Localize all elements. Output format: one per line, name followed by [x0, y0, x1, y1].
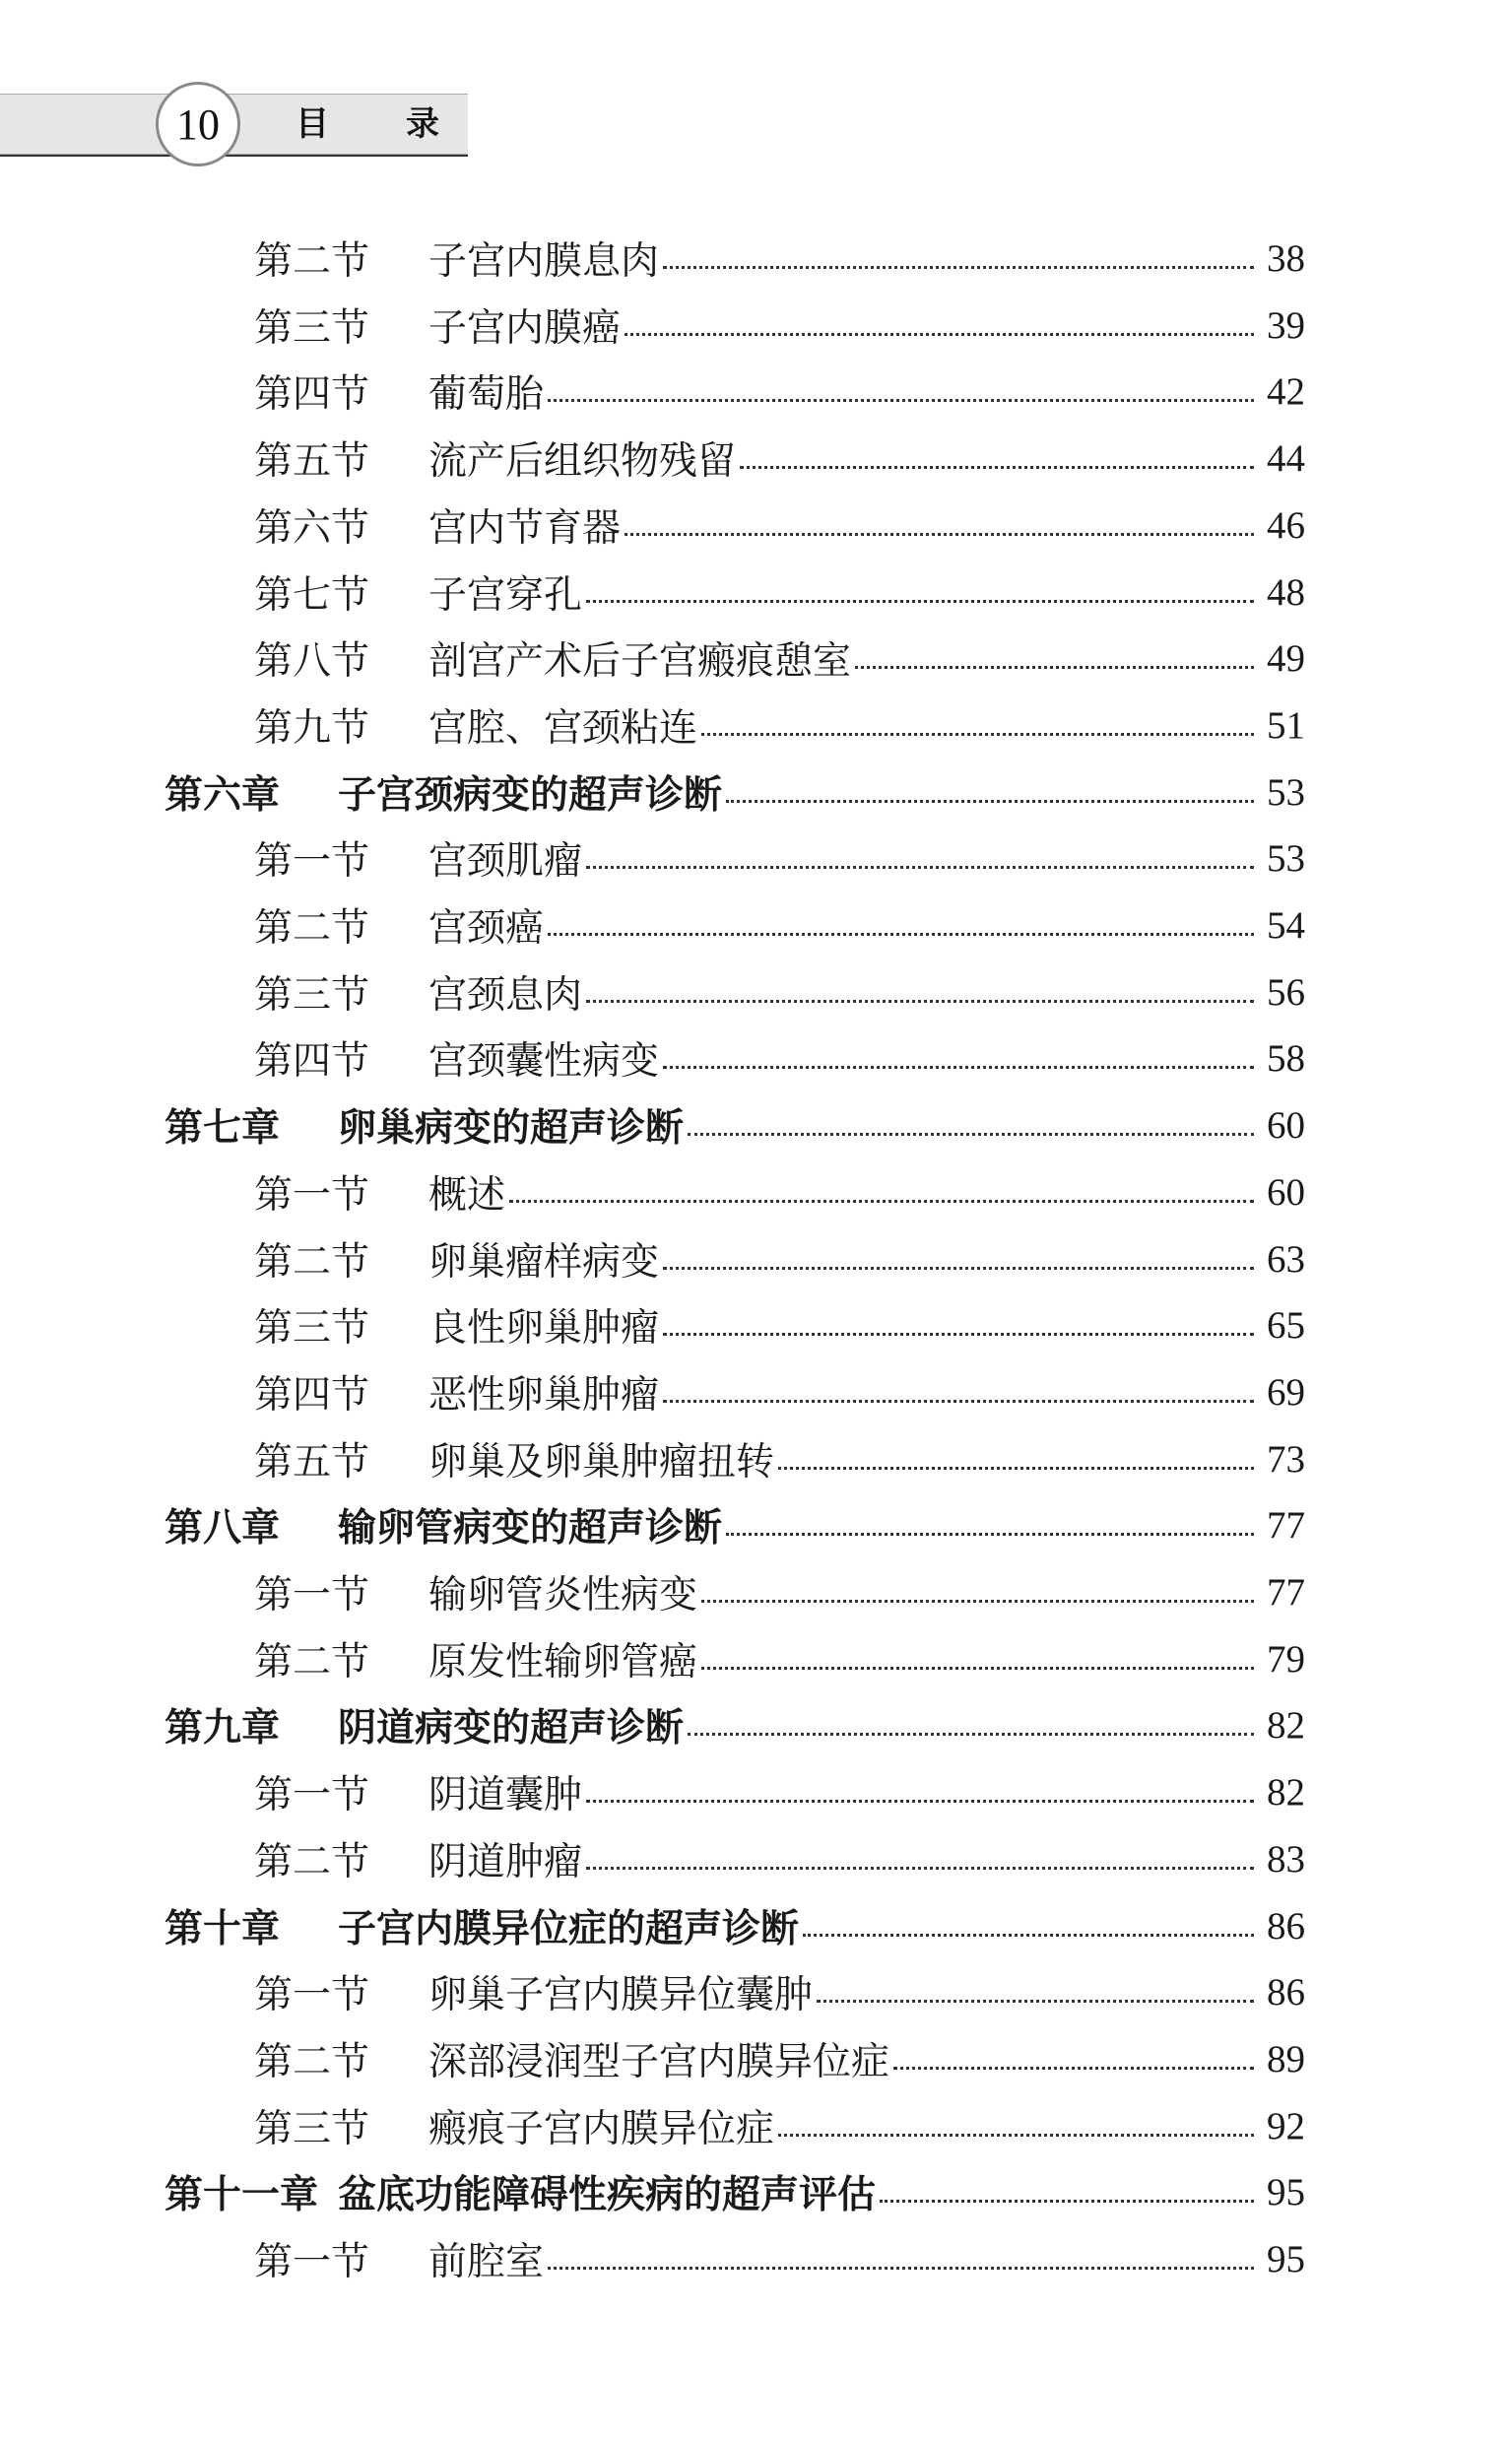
toc-entry-title: 葡萄胎	[428, 372, 545, 417]
dot-leader	[726, 800, 1254, 803]
toc-entry-label: 第二节	[254, 239, 370, 284]
toc-section-entry[interactable]	[0, 362, 1512, 421]
toc-entry-label: 第一节	[254, 1173, 370, 1218]
toc-entry-title: 阴道病变的超声诊断	[338, 1706, 685, 1750]
dot-leader	[663, 1400, 1254, 1403]
toc-section-entry[interactable]	[0, 828, 1512, 888]
toc-entry-label: 第七节	[254, 573, 370, 618]
toc-entry-title: 输卵管病变的超声诊断	[338, 1506, 723, 1551]
toc-entry-page: 48	[1267, 570, 1305, 614]
toc-section-entry[interactable]	[0, 2029, 1512, 2088]
toc-entry-label: 第六章	[164, 773, 281, 818]
toc-entry-page: 60	[1267, 1103, 1305, 1147]
toc-entry-label: 第四节	[254, 1039, 370, 1084]
toc-section-entry[interactable]	[0, 2096, 1512, 2155]
toc-section-entry[interactable]	[0, 1629, 1512, 1688]
toc-section-entry[interactable]	[0, 296, 1512, 355]
dot-leader	[663, 1333, 1254, 1336]
toc-entry-page: 95	[1267, 2237, 1305, 2280]
toc-chapter-entry[interactable]	[0, 1095, 1512, 1155]
dot-leader	[688, 1133, 1254, 1136]
dot-leader	[586, 1867, 1254, 1870]
dot-leader	[893, 2067, 1254, 2070]
toc-section-entry[interactable]	[0, 1562, 1512, 1621]
toc-entry-page: 63	[1267, 1237, 1305, 1281]
toc-section-entry[interactable]	[0, 628, 1512, 688]
toc-entry-label: 第十一章	[164, 2173, 319, 2217]
toc-entry-page: 77	[1267, 1503, 1305, 1547]
dot-leader	[586, 600, 1254, 603]
dot-leader	[586, 1000, 1254, 1003]
toc-entry-page: 39	[1267, 303, 1305, 347]
toc-entry-title: 子宫内膜异位症的超声诊断	[338, 1907, 800, 1951]
dot-leader	[663, 1066, 1254, 1069]
header-rule	[0, 155, 468, 157]
toc-entry-title: 子宫颈病变的超声诊断	[338, 773, 723, 818]
dot-leader	[509, 1200, 1254, 1203]
toc-entry-label: 第八章	[164, 1506, 281, 1551]
toc-entry-label: 第二节	[254, 1840, 370, 1884]
dot-leader	[548, 399, 1254, 402]
toc-entry-page: 83	[1267, 1837, 1305, 1881]
toc-entry-label: 第一节	[254, 839, 370, 884]
dot-leader	[548, 2267, 1254, 2270]
toc-chapter-entry[interactable]	[0, 1695, 1512, 1754]
toc-entry-title: 卵巢瘤样病变	[428, 1240, 660, 1285]
dot-leader	[740, 466, 1254, 469]
toc-section-entry[interactable]	[0, 1962, 1512, 2021]
dot-leader	[586, 1800, 1254, 1803]
toc-section-entry[interactable]	[0, 1762, 1512, 1821]
dot-leader	[855, 666, 1254, 669]
toc-entry-title: 子宫穿孔	[428, 573, 583, 618]
toc-section-entry[interactable]	[0, 1162, 1512, 1222]
toc-entry-title: 宫颈肌瘤	[428, 839, 583, 884]
running-title: 目录	[296, 104, 516, 144]
toc-entry-page: 95	[1267, 2170, 1305, 2213]
toc-chapter-entry[interactable]	[0, 1495, 1512, 1554]
dot-leader	[548, 933, 1254, 936]
toc-entry-title: 宫颈癌	[428, 906, 545, 951]
dot-leader	[880, 2200, 1254, 2203]
toc-entry-label: 第一节	[254, 2240, 370, 2284]
toc-entry-page: 42	[1267, 369, 1305, 413]
toc-entry-title: 卵巢病变的超声诊断	[338, 1106, 685, 1151]
toc-entry-label: 第六节	[254, 506, 370, 551]
toc-entry-page: 46	[1267, 503, 1305, 547]
toc-section-entry[interactable]	[0, 1362, 1512, 1421]
toc-entry-page: 56	[1267, 970, 1305, 1014]
toc-chapter-entry[interactable]	[0, 2162, 1512, 2221]
toc-entry-page: 65	[1267, 1303, 1305, 1347]
toc-entry-label: 第二节	[254, 2040, 370, 2084]
toc-entry-page: 58	[1267, 1036, 1305, 1080]
toc-section-entry[interactable]	[0, 1028, 1512, 1088]
toc-entry-title: 阴道肿瘤	[428, 1840, 583, 1884]
toc-entry-label: 第五节	[254, 439, 370, 484]
toc-entry-page: 44	[1267, 436, 1305, 480]
toc-entry-title: 瘢痕子宫内膜异位症	[428, 2107, 775, 2151]
toc-entry-page: 51	[1267, 703, 1305, 747]
toc-entry-page: 77	[1267, 1570, 1305, 1614]
toc-entry-page: 79	[1267, 1637, 1305, 1681]
toc-entry-title: 概述	[428, 1173, 506, 1218]
toc-entry-title: 剖宫产术后子宫瘢痕憩室	[428, 639, 852, 684]
toc-entry-page: 49	[1267, 636, 1305, 680]
dot-leader	[701, 733, 1254, 736]
toc-section-entry[interactable]	[0, 1295, 1512, 1354]
toc-section-entry[interactable]	[0, 229, 1512, 288]
dot-leader	[803, 1934, 1254, 1937]
page-number: 10	[156, 82, 240, 166]
toc-entry-label: 第一节	[254, 1573, 370, 1618]
toc-entry-label: 第四节	[254, 372, 370, 417]
toc-entry-title: 宫腔、宫颈粘连	[428, 706, 698, 751]
toc-entry-title: 流产后组织物残留	[428, 439, 737, 484]
dot-leader	[817, 2000, 1254, 2003]
toc-entry-label: 第九节	[254, 706, 370, 751]
toc-entry-label: 第五节	[254, 1440, 370, 1485]
toc-chapter-entry[interactable]	[0, 762, 1512, 822]
toc-entry-label: 第七章	[164, 1106, 281, 1151]
toc-entry-title: 良性卵巢肿瘤	[428, 1306, 660, 1351]
toc-section-entry[interactable]	[0, 962, 1512, 1022]
toc-entry-page: 89	[1267, 2037, 1305, 2080]
toc-entry-title: 宫内节育器	[428, 506, 622, 551]
toc-entry-title: 输卵管炎性病变	[428, 1573, 698, 1618]
toc-entry-title: 恶性卵巢肿瘤	[428, 1373, 660, 1418]
toc-section-entry[interactable]	[0, 1429, 1512, 1488]
dot-leader	[663, 1267, 1254, 1270]
toc-entry-title: 子宫内膜息肉	[428, 239, 660, 284]
toc-entry-label: 第三节	[254, 306, 370, 351]
toc-entry-title: 原发性输卵管癌	[428, 1640, 698, 1684]
toc-section-entry[interactable]	[0, 1229, 1512, 1288]
dot-leader	[625, 533, 1254, 536]
toc-entry-label: 第八节	[254, 639, 370, 684]
dot-leader	[726, 1533, 1254, 1536]
toc-section-entry[interactable]	[0, 562, 1512, 622]
toc-entry-page: 69	[1267, 1370, 1305, 1414]
toc-entry-page: 82	[1267, 1703, 1305, 1747]
dot-leader	[586, 866, 1254, 869]
toc-section-entry[interactable]	[0, 495, 1512, 555]
toc-entry-title: 子宫内膜癌	[428, 306, 622, 351]
toc-entry-label: 第二节	[254, 1240, 370, 1285]
dot-leader	[625, 333, 1254, 336]
toc-entry-label: 第三节	[254, 1306, 370, 1351]
dot-leader	[778, 1467, 1254, 1470]
toc-section-entry[interactable]	[0, 695, 1512, 755]
toc-entry-page: 53	[1267, 836, 1305, 880]
toc-section-entry[interactable]	[0, 2229, 1512, 2288]
toc-entry-label: 第四节	[254, 1373, 370, 1418]
toc-entry-page: 54	[1267, 903, 1305, 947]
toc-entry-page: 92	[1267, 2104, 1305, 2147]
toc-entry-label: 第二节	[254, 1640, 370, 1684]
toc-entry-title: 宫颈息肉	[428, 973, 583, 1018]
toc-entry-page: 60	[1267, 1170, 1305, 1214]
toc-entry-title: 盆底功能障碍性疾病的超声评估	[338, 2173, 877, 2217]
dot-leader	[701, 1667, 1254, 1670]
toc-entry-title: 深部浸润型子宫内膜异位症	[428, 2040, 890, 2084]
toc-section-entry[interactable]	[0, 1829, 1512, 1888]
toc-entry-page: 38	[1267, 236, 1305, 280]
toc-entry-label: 第九章	[164, 1706, 281, 1750]
toc-entry-title: 卵巢及卵巢肿瘤扭转	[428, 1440, 775, 1485]
toc-entry-label: 第三节	[254, 2107, 370, 2151]
toc-chapter-entry[interactable]	[0, 1896, 1512, 1955]
toc-entry-title: 卵巢子宫内膜异位囊肿	[428, 1973, 814, 2017]
toc-section-entry[interactable]	[0, 429, 1512, 488]
toc-entry-title: 阴道囊肿	[428, 1773, 583, 1817]
toc-entry-label: 第二节	[254, 906, 370, 951]
toc-entry-title: 前腔室	[428, 2240, 545, 2284]
toc-entry-page: 53	[1267, 770, 1305, 814]
toc-entry-label: 第一节	[254, 1973, 370, 2017]
dot-leader	[701, 1600, 1254, 1603]
toc-entry-page: 86	[1267, 1904, 1305, 1948]
toc-entry-label: 第十章	[164, 1907, 281, 1951]
toc-entry-label: 第三节	[254, 973, 370, 1018]
toc-entry-label: 第一节	[254, 1773, 370, 1817]
toc-entry-title: 宫颈囊性病变	[428, 1039, 660, 1084]
dot-leader	[663, 266, 1254, 269]
toc-entry-page: 86	[1267, 1970, 1305, 2014]
toc-entry-page: 73	[1267, 1437, 1305, 1481]
dot-leader	[688, 1733, 1254, 1736]
toc-entry-page: 82	[1267, 1770, 1305, 1814]
toc-section-entry[interactable]	[0, 895, 1512, 955]
dot-leader	[778, 2134, 1254, 2137]
